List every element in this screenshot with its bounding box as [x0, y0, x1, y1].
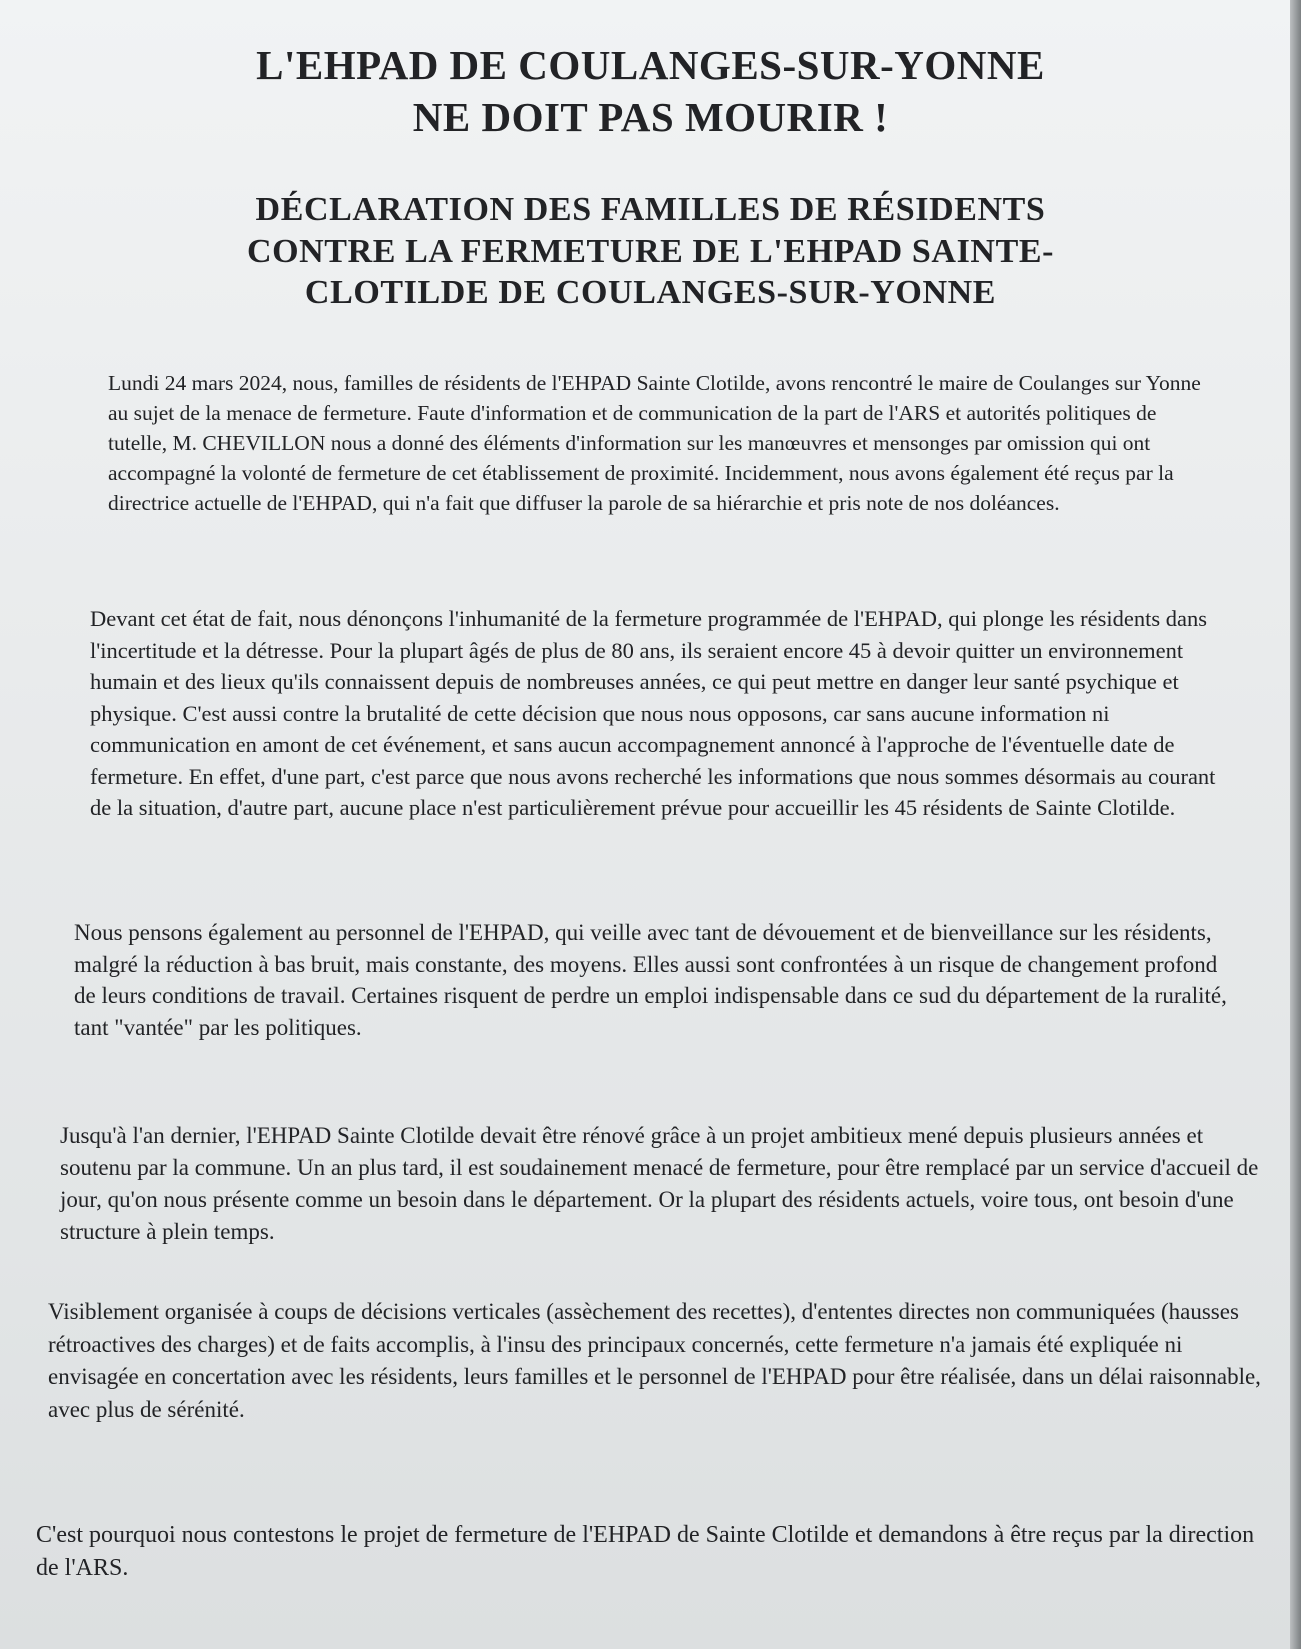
paragraph-denunciation: Devant cet état de fait, nous dénonçons l'inhumanité de la fermeture programmée de l'EHPAD, qui plonge les résidents dans l'incertitude et la détresse. Pour la plupart âgés de plus de 80 ans, ils seraient encore 45 à devoir quitter un environnement humain et des lieux qu'ils connaissent depuis de nombreuses années, ce qui peut mettre en danger leur santé psychique et physique. C'est aussi contre la brutalité de cette décision que nous nous opposons, car sans aucune information ni communication en amont de cet événement, et sans aucun accompagnement annoncé à l'approche de l'éventuelle date de fermeture. En effet, d'une part, c'est parce que nous avons recherché les informations que nous sommes désormais au courant de la situation, d'autre part, aucune place n'est particulièrement prévue pour accueillir les 45 résidents de Sainte Clotilde. — [90, 606, 1216, 820]
paragraph-renovation: Jusqu'à l'an dernier, l'EHPAD Sainte Clotilde devait être rénové grâce à un projet ambitieux mené depuis plusieurs années et soutenu par la commune. Un an plus tard, il est soudainement menacé de fermeture, pour être remplacé par un service d'accueil de jour, qu'on nous présente comme un besoin dans le département. Or la plupart des résidents actuels, voire tous, ont besoin d'une structure à plein temps. — [60, 1123, 1259, 1244]
paragraph-staff: Nous pensons également au personnel de l'EHPAD, qui veille avec tant de dévouement et de bienveillance sur les résidents, malgré la réduction à bas bruit, mais constante, des moyens. Elles aussi sont confrontées à un risque de changement profond de leurs conditions de travail. Certaines risquent de perdre un emploi indispensable dans ce sud du département de la ruralité, tant "vantée" par les politiques. — [74, 920, 1227, 1040]
subtitle-line-3: CLOTILDE DE COULANGES-SUR-YONNE — [304, 274, 997, 311]
title-line-1: L'EHPAD DE COULANGES-SUR-YONNE — [256, 42, 1045, 88]
paragraph-meeting: Lundi 24 mars 2024, nous, familles de résidents de l'EHPAD Sainte Clotilde, avons rencontré le maire de Coulanges sur Yonne au sujet de la menace de fermeture. Faute d'information et de communication de la part de l'ARS et autorités politiques de tutelle, M. CHEVILLON nous a donné des éléments d'information sur les manœuvres et mensonges par omission qui ont accompagné la volonté de fermeture de cet établissement de proximité. Incidemment, nous avons également été reçus par la directrice actuelle de l'EHPAD, qui n'a fait que diffuser la parole de sa hiérarchie et pris note de nos doléances. — [108, 371, 1201, 515]
paragraph-decisions: Visiblement organisée à coups de décisions verticales (assèchement des recettes), d'ententes directes non communiquées (hausses rétroactives des charges) et de faits accomplis, à l'insu des principaux concernés, cette fermeture n'a jamais été expliquée ni envisagée en concertation avec les résidents, leurs familles et le personnel de l'EHPAD pour être réalisée, dans un délai raisonnable, avec plus de sérénité. — [48, 1299, 1261, 1422]
page-edge-shadow — [1290, 0, 1301, 1649]
title-line-2: NE DOIT PAS MOURIR ! — [412, 94, 889, 140]
paragraph-conclusion: C'est pourquoi nous contestons le projet de fermeture de l'EHPAD de Sainte Clotilde et demandons à être reçus par la direction de l'ARS. — [36, 1522, 1255, 1581]
subtitle-line-2: CONTRE LA FERMETURE DE L'EHPAD SAINTE- — [246, 233, 1055, 270]
subtitle-line-1: DÉCLARATION DES FAMILLES DE RÉSIDENTS — [255, 191, 1046, 228]
